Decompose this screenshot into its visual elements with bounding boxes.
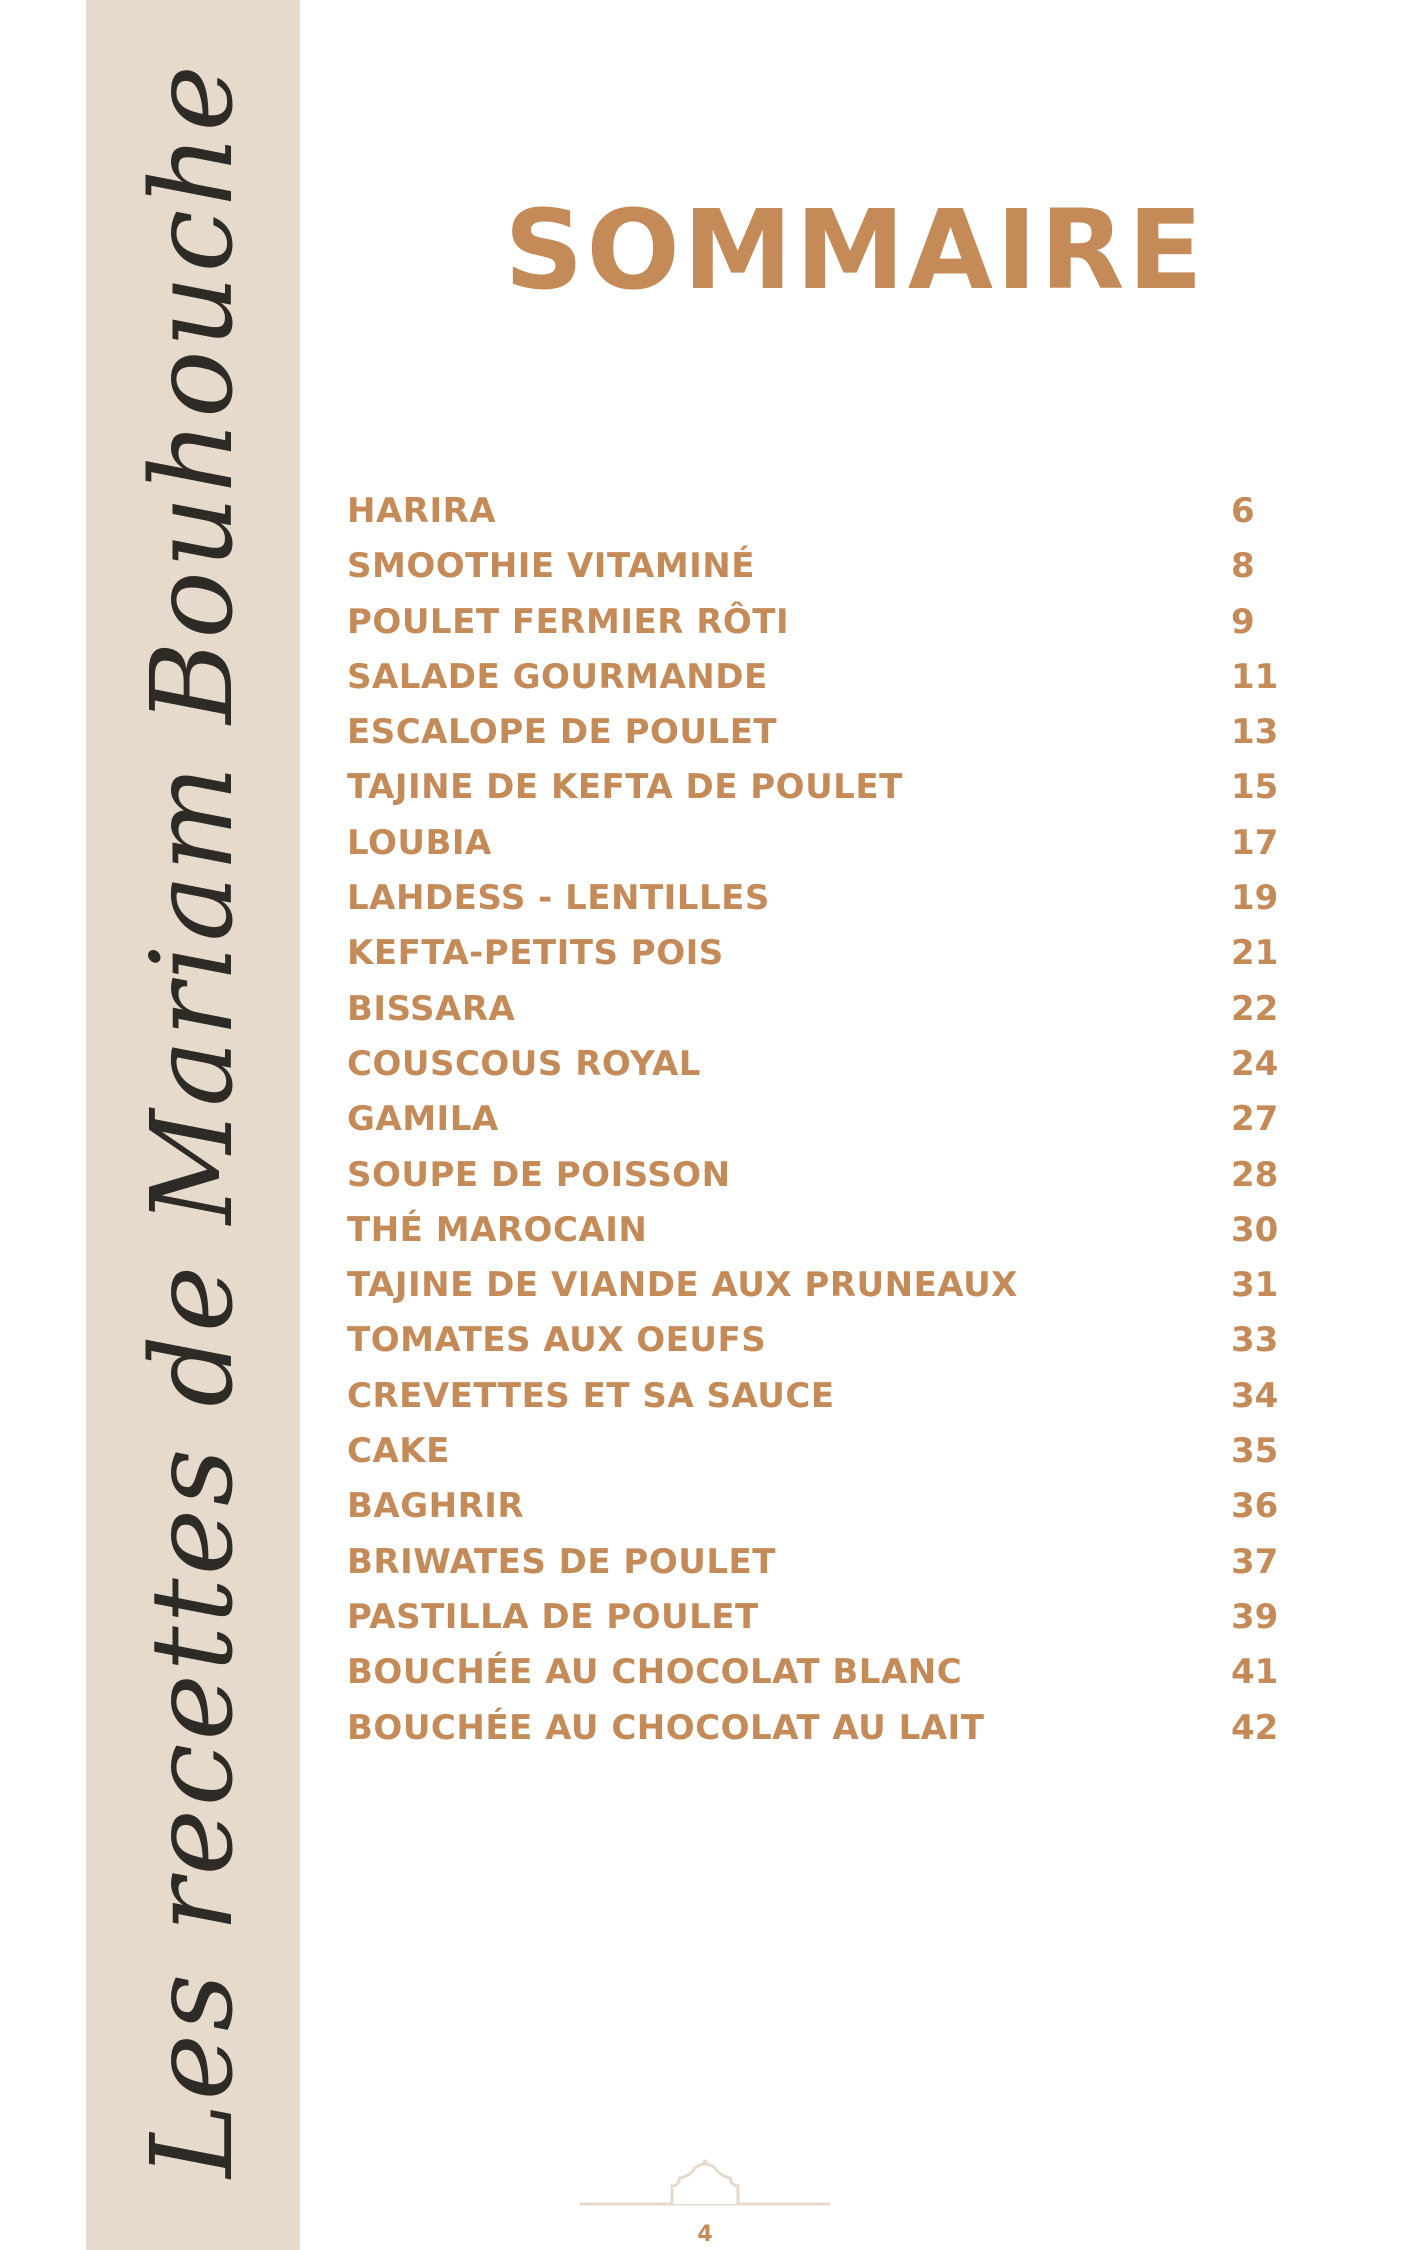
toc-entry [347, 1315, 1287, 1370]
toc-entry [347, 873, 1287, 928]
toc-entry [347, 1039, 1287, 1094]
toc-entry [347, 818, 1287, 873]
toc-entry [347, 1205, 1287, 1260]
toc-entry-page-number: 28 [1231, 1154, 1279, 1195]
toc-entry-page-number: 34 [1231, 1375, 1279, 1416]
toc-entry-title: LOUBIA [347, 822, 492, 863]
toc-entry-page-number: 33 [1231, 1320, 1279, 1361]
toc-entry [347, 541, 1287, 596]
table-of-contents [347, 486, 1287, 1758]
toc-entry [347, 1592, 1287, 1647]
toc-entry [347, 1647, 1287, 1702]
toc-entry-title: COUSCOUS ROYAL [347, 1043, 701, 1084]
toc-entry [347, 1094, 1287, 1149]
arch-ornament-icon [580, 2156, 830, 2216]
toc-entry-page-number: 6 [1231, 491, 1255, 531]
toc-entry-title: ESCALOPE DE POULET [347, 712, 778, 753]
toc-entry-page-number: 19 [1231, 878, 1279, 919]
toc-entry [347, 597, 1287, 652]
toc-entry-title: PASTILLA DE POULET [347, 1596, 759, 1637]
toc-entry [347, 652, 1287, 707]
toc-entry-title: BOUCHÉE AU CHOCOLAT BLANC [347, 1652, 963, 1693]
toc-entry [347, 762, 1287, 817]
toc-entry-title: BOUCHÉE AU CHOCOLAT AU LAIT [347, 1707, 985, 1748]
toc-entry-title: GAMILA [347, 1099, 499, 1140]
toc-entry [347, 1150, 1287, 1205]
toc-entry-page-number: 27 [1231, 1099, 1279, 1140]
toc-entry-title: BISSARA [347, 988, 516, 1029]
toc-entry-page-number: 37 [1231, 1541, 1279, 1582]
toc-entry-page-number: 15 [1231, 767, 1279, 808]
toc-entry [347, 707, 1287, 762]
toc-entry-title: SMOOTHIE VITAMINÉ [347, 546, 755, 587]
toc-entry-page-number: 30 [1231, 1209, 1279, 1250]
toc-entry-page-number: 35 [1231, 1431, 1279, 1472]
toc-entry [347, 1537, 1287, 1592]
toc-entry-page-number: 13 [1231, 712, 1279, 753]
toc-entry-page-number: 21 [1231, 933, 1279, 974]
toc-entry-page-number: 39 [1231, 1596, 1279, 1637]
toc-entry-title: CREVETTES ET SA SAUCE [347, 1375, 835, 1416]
toc-entry-title: KEFTA-PETITS POIS [347, 933, 724, 974]
toc-entry-page-number: 8 [1231, 546, 1255, 587]
page-number: 4 [697, 2222, 713, 2247]
toc-entry-title: TOMATES AUX OEUFS [347, 1320, 767, 1361]
toc-entry [347, 1703, 1287, 1758]
toc-entry [347, 984, 1287, 1039]
toc-entry [347, 1426, 1287, 1481]
toc-entry-title: POULET FERMIER RÔTI [347, 601, 790, 642]
toc-entry [347, 1371, 1287, 1426]
toc-entry-page-number: 42 [1231, 1707, 1279, 1748]
toc-entry-page-number: 41 [1231, 1652, 1279, 1693]
toc-entry [347, 928, 1287, 983]
toc-entry [347, 1260, 1287, 1315]
toc-entry-title: CAKE [347, 1431, 450, 1472]
toc-entry [347, 1481, 1287, 1536]
toc-entry-page-number: 22 [1231, 988, 1279, 1029]
toc-entry-page-number: 36 [1231, 1486, 1279, 1527]
toc-entry-page-number: 11 [1231, 656, 1279, 697]
toc-entry-title: HARIRA [347, 491, 497, 531]
toc-entry-page-number: 9 [1231, 601, 1255, 642]
toc-entry [347, 486, 1287, 541]
sidebar-script-title: Les recettes de Mariam Bouhouche [128, 62, 258, 2178]
toc-entry-page-number: 31 [1231, 1265, 1279, 1306]
toc-entry-title: THÉ MAROCAIN [347, 1209, 648, 1250]
page-title: SOMMAIRE [504, 186, 1206, 314]
toc-entry-title: SALADE GOURMANDE [347, 656, 768, 697]
toc-entry-title: BRIWATES DE POULET [347, 1541, 776, 1582]
toc-entry-title: SOUPE DE POISSON [347, 1154, 731, 1195]
toc-entry-title: TAJINE DE KEFTA DE POULET [347, 767, 903, 808]
toc-entry-title: TAJINE DE VIANDE AUX PRUNEAUX [347, 1265, 1018, 1306]
toc-entry-title: LAHDESS - LENTILLES [347, 878, 770, 919]
toc-entry-page-number: 24 [1231, 1043, 1279, 1084]
toc-entry-title: BAGHRIR [347, 1486, 525, 1527]
toc-entry-page-number: 17 [1231, 822, 1279, 863]
